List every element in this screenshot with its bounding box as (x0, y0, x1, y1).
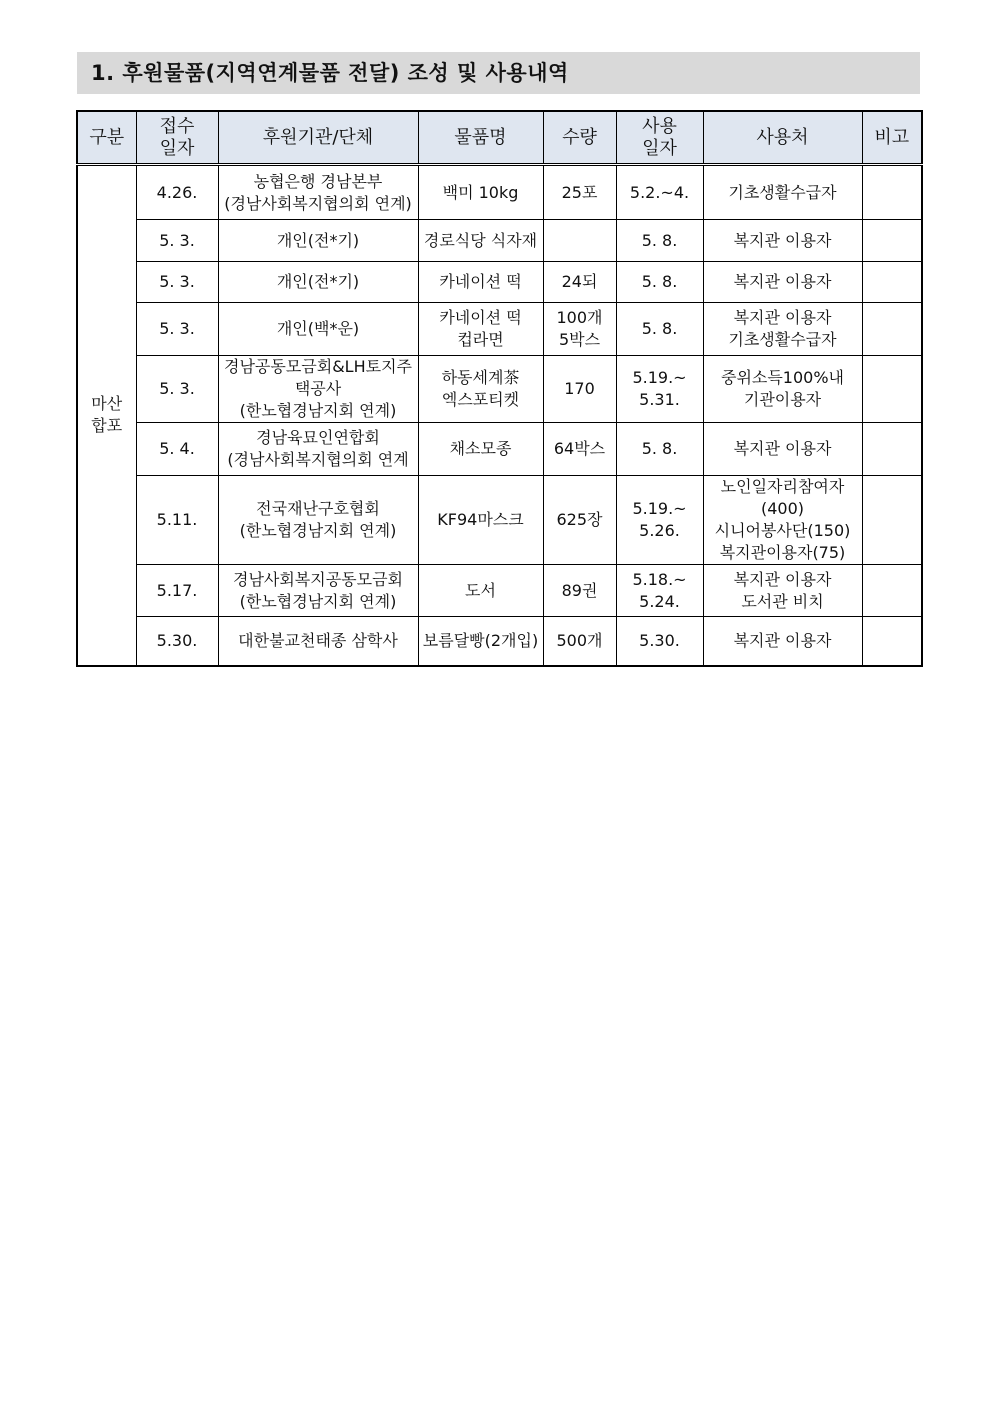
note-cell (862, 303, 922, 356)
donor-cell: 전국재난구호협회 (한노협경남지회 연계) (218, 476, 418, 565)
donor-cell: 개인(전*기) (218, 262, 418, 303)
note-cell (862, 617, 922, 666)
use-date-cell: 5.18.~ 5.24. (616, 565, 703, 617)
table-row (77, 303, 922, 356)
use-date-cell: 5.30. (616, 617, 703, 666)
table-row (77, 356, 922, 423)
receipt-date-cell: 5.30. (136, 617, 218, 666)
item-cell: 도서 (418, 565, 543, 617)
note-cell (862, 423, 922, 476)
recipient-cell: 복지관 이용자 (703, 423, 862, 476)
quantity-cell: 625장 (543, 476, 616, 565)
receipt-date-cell: 5. 4. (136, 423, 218, 476)
quantity-cell: 170 (543, 356, 616, 423)
table-row (77, 423, 922, 476)
recipient-cell: 복지관 이용자 (703, 220, 862, 262)
table-row (77, 476, 922, 565)
item-cell: KF94마스크 (418, 476, 543, 565)
donor-cell: 경남사회복지공동모금회 (한노협경남지회 연계) (218, 565, 418, 617)
donor-cell: 경남육묘인연합회 (경남사회복지협의회 연계 (218, 423, 418, 476)
header-receipt-date: 접수 일자 (136, 111, 218, 165)
recipient-cell: 중위소득100%내 기관이용자 (703, 356, 862, 423)
header-recipient: 사용처 (703, 111, 862, 165)
note-cell (862, 262, 922, 303)
recipient-cell: 기초생활수급자 (703, 165, 862, 220)
header-donor: 후원기관/단체 (218, 111, 418, 165)
receipt-date-cell: 5. 3. (136, 356, 218, 423)
header-use-date: 사용 일자 (616, 111, 703, 165)
item-cell: 카네이션 떡 (418, 262, 543, 303)
header-quantity: 수량 (543, 111, 616, 165)
note-cell (862, 476, 922, 565)
table-row (77, 262, 922, 303)
quantity-cell (543, 220, 616, 262)
note-cell (862, 220, 922, 262)
use-date-cell: 5. 8. (616, 220, 703, 262)
donor-cell: 대한불교천태종 삼학사 (218, 617, 418, 666)
note-cell (862, 165, 922, 220)
item-cell: 보름달빵(2개입) (418, 617, 543, 666)
table-row (77, 220, 922, 262)
donation-items-table (76, 110, 923, 667)
item-cell: 하동세계茶 엑스포티켓 (418, 356, 543, 423)
recipient-cell: 복지관 이용자 (703, 262, 862, 303)
use-date-cell: 5.2.~4. (616, 165, 703, 220)
use-date-cell: 5.19.~ 5.26. (616, 476, 703, 565)
use-date-cell: 5. 8. (616, 262, 703, 303)
section-title: 1. 후원물품(지역연계물품 전달) 조성 및 사용내역 (77, 52, 920, 94)
donor-cell: 개인(백*운) (218, 303, 418, 356)
recipient-cell: 복지관 이용자 기초생활수급자 (703, 303, 862, 356)
note-cell (862, 565, 922, 617)
table-row (77, 617, 922, 666)
header-category: 구분 (77, 111, 136, 165)
quantity-cell: 25포 (543, 165, 616, 220)
table-header-row (77, 111, 922, 165)
table-row (77, 565, 922, 617)
use-date-cell: 5. 8. (616, 303, 703, 356)
receipt-date-cell: 5. 3. (136, 303, 218, 356)
item-cell: 카네이션 떡 컵라면 (418, 303, 543, 356)
table-row (77, 165, 922, 220)
quantity-cell: 24되 (543, 262, 616, 303)
quantity-cell: 500개 (543, 617, 616, 666)
receipt-date-cell: 5. 3. (136, 220, 218, 262)
recipient-cell: 복지관 이용자 도서관 비치 (703, 565, 862, 617)
quantity-cell: 100개 5박스 (543, 303, 616, 356)
receipt-date-cell: 5.11. (136, 476, 218, 565)
note-cell (862, 356, 922, 423)
receipt-date-cell: 5. 3. (136, 262, 218, 303)
receipt-date-cell: 5.17. (136, 565, 218, 617)
recipient-cell: 노인일자리참여자(400) 시니어봉사단(150) 복지관이용자(75) (703, 476, 862, 565)
quantity-cell: 64박스 (543, 423, 616, 476)
item-cell: 백미 10kg (418, 165, 543, 220)
use-date-cell: 5. 8. (616, 423, 703, 476)
quantity-cell: 89권 (543, 565, 616, 617)
header-note: 비고 (862, 111, 922, 165)
donor-cell: 경남공동모금회&LH토지주택공사 (한노협경남지회 연계) (218, 356, 418, 423)
use-date-cell: 5.19.~ 5.31. (616, 356, 703, 423)
recipient-cell: 복지관 이용자 (703, 617, 862, 666)
donor-cell: 농협은행 경남본부 (경남사회복지협의회 연계) (218, 165, 418, 220)
donor-cell: 개인(전*기) (218, 220, 418, 262)
receipt-date-cell: 4.26. (136, 165, 218, 220)
item-cell: 채소모종 (418, 423, 543, 476)
item-cell: 경로식당 식자재 (418, 220, 543, 262)
category-cell: 마산 합포 (77, 165, 136, 666)
header-item: 물품명 (418, 111, 543, 165)
